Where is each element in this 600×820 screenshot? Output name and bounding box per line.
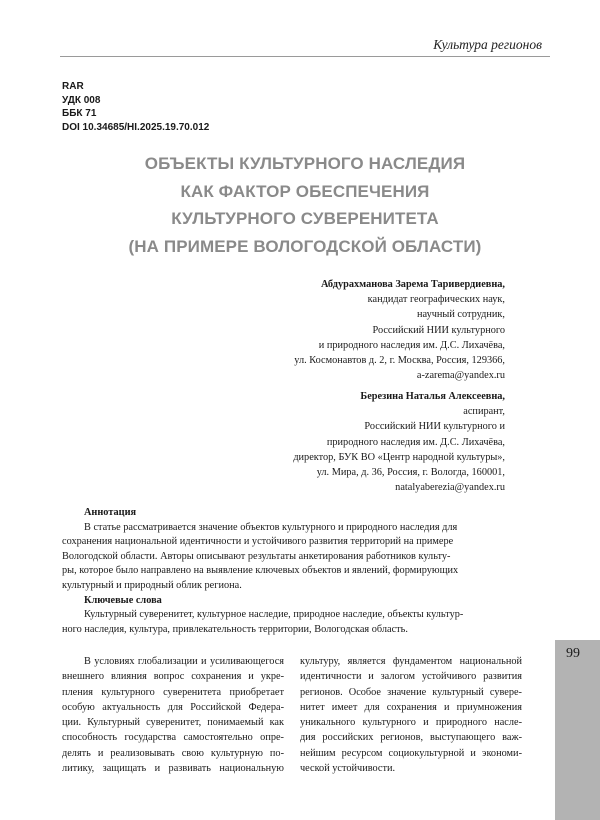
page-number: 99 — [566, 646, 580, 661]
body-line: литику, защищать и развивать национальную — [62, 763, 284, 775]
doi-code: DOI 10.34685/HI.2025.19.70.012 — [62, 121, 210, 133]
title-line: ОБЪЕКТЫ КУЛЬТУРНОГО НАСЛЕДИЯ — [144, 154, 466, 173]
author-position: научный сотрудник, — [417, 309, 505, 321]
article-title — [60, 150, 550, 260]
abstract-line: В статье рассматривается значение объектов культурного и природного наследия для — [84, 521, 458, 533]
author-affiliation: Российский НИИ культурного и — [364, 421, 505, 433]
abstract-line: сохранения национальной идентичности и устойчивого развития территорий на примере — [62, 536, 454, 548]
body-line: делять и реализовывать свою культурную по- — [62, 747, 284, 759]
author-block-1 — [294, 277, 505, 383]
body-line: дия российских регионов, выступающего важ- — [300, 732, 522, 744]
body-line: внешнего влияния вопрос сохранения и укре- — [62, 671, 284, 683]
body-line: ческой устойчивости. — [300, 763, 396, 775]
author-affiliation: природного наследия им. Д.С. Лихачёва, — [326, 436, 505, 448]
classification-block — [62, 80, 209, 134]
author-affiliation: Российский НИИ культурного — [372, 324, 505, 336]
title-line: КУЛЬТУРНОГО СУВЕРЕНИТЕТА — [171, 209, 439, 228]
body-line: культуру, является фундаментом национальной — [300, 656, 522, 667]
author-address: ул. Космонавтов д. 2, г. Москва, Россия, 129366, — [294, 355, 505, 367]
body-column-right — [300, 654, 522, 776]
author-name: Абдурахманова Зарема Таривердиевна, — [320, 279, 505, 290]
author-position: директор, БУК ВО «Центр народной культуры», — [293, 451, 505, 463]
title-line: КАК ФАКТОР ОБЕСПЕЧЕНИЯ — [180, 181, 430, 201]
abstract-line: Вологодской области. Авторы описывают результаты анкетирования работников культу- — [62, 550, 451, 562]
body-line: В условиях глобализации и усиливающегося — [84, 656, 284, 667]
body-line: особую актуальность для Российской Федера- — [62, 701, 284, 713]
page-number-tab — [555, 640, 600, 820]
bbk-code: ББК 71 — [62, 108, 97, 119]
keywords-line: Культурный суверенитет, культурное наследие, природное наследие, объекты культур- — [84, 609, 464, 621]
body-column-left — [62, 654, 284, 776]
author-degree: кандидат географических наук, — [367, 294, 505, 306]
body-line: нейшим ресурсом социокультурной и экономи- — [300, 747, 522, 759]
rar-code: RAR — [62, 81, 84, 92]
author-position: аспирант, — [463, 406, 505, 418]
body-line: идентичности и залогом устойчивого развития — [300, 671, 522, 683]
abstract-section — [62, 506, 504, 637]
keywords-line: ного наследия, культура, привлекательность территории, Вологодская область. — [62, 623, 408, 635]
title-line: (НА ПРИМЕРЕ ВОЛОГОДСКОЙ ОБЛАСТИ) — [128, 236, 482, 256]
body-line: пления культурного суверенитета приобретает — [62, 686, 284, 698]
abstract-line: ры, которое было направлено на выявление ключевых объектов и явлений, формирующих — [62, 565, 459, 577]
body-line: способность государства самостоятельно опре- — [62, 732, 284, 744]
running-header-title: Культура регионов — [433, 37, 542, 52]
author-block-2 — [293, 389, 505, 495]
udc-code: УДК 008 — [62, 94, 101, 106]
author-affiliation: и природного наследия им. Д.С. Лихачёва, — [318, 339, 505, 351]
abstract-line: культурный и природный облик региона. — [62, 579, 242, 591]
author-email: a-zarema@yandex.ru — [416, 370, 505, 382]
keywords-heading: Ключевые слова — [84, 594, 162, 606]
body-line: регионов. Особое значение культурный сувере- — [300, 686, 522, 698]
body-line: ции. Культурный суверенитет, понимаемый как — [62, 717, 284, 729]
header-rule — [60, 56, 550, 57]
author-email: natalyaberezia@yandex.ru — [395, 482, 505, 494]
author-name: Березина Наталья Алексеевна, — [360, 391, 505, 402]
author-address: ул. Мира, д. 36, Россия, г. Вологда, 160001, — [316, 467, 505, 479]
abstract-heading: Аннотация — [84, 507, 137, 518]
body-line: нитет имеет для сохранения и приумножения — [300, 701, 522, 713]
body-line: уникального культурного и природного насле- — [300, 717, 522, 729]
